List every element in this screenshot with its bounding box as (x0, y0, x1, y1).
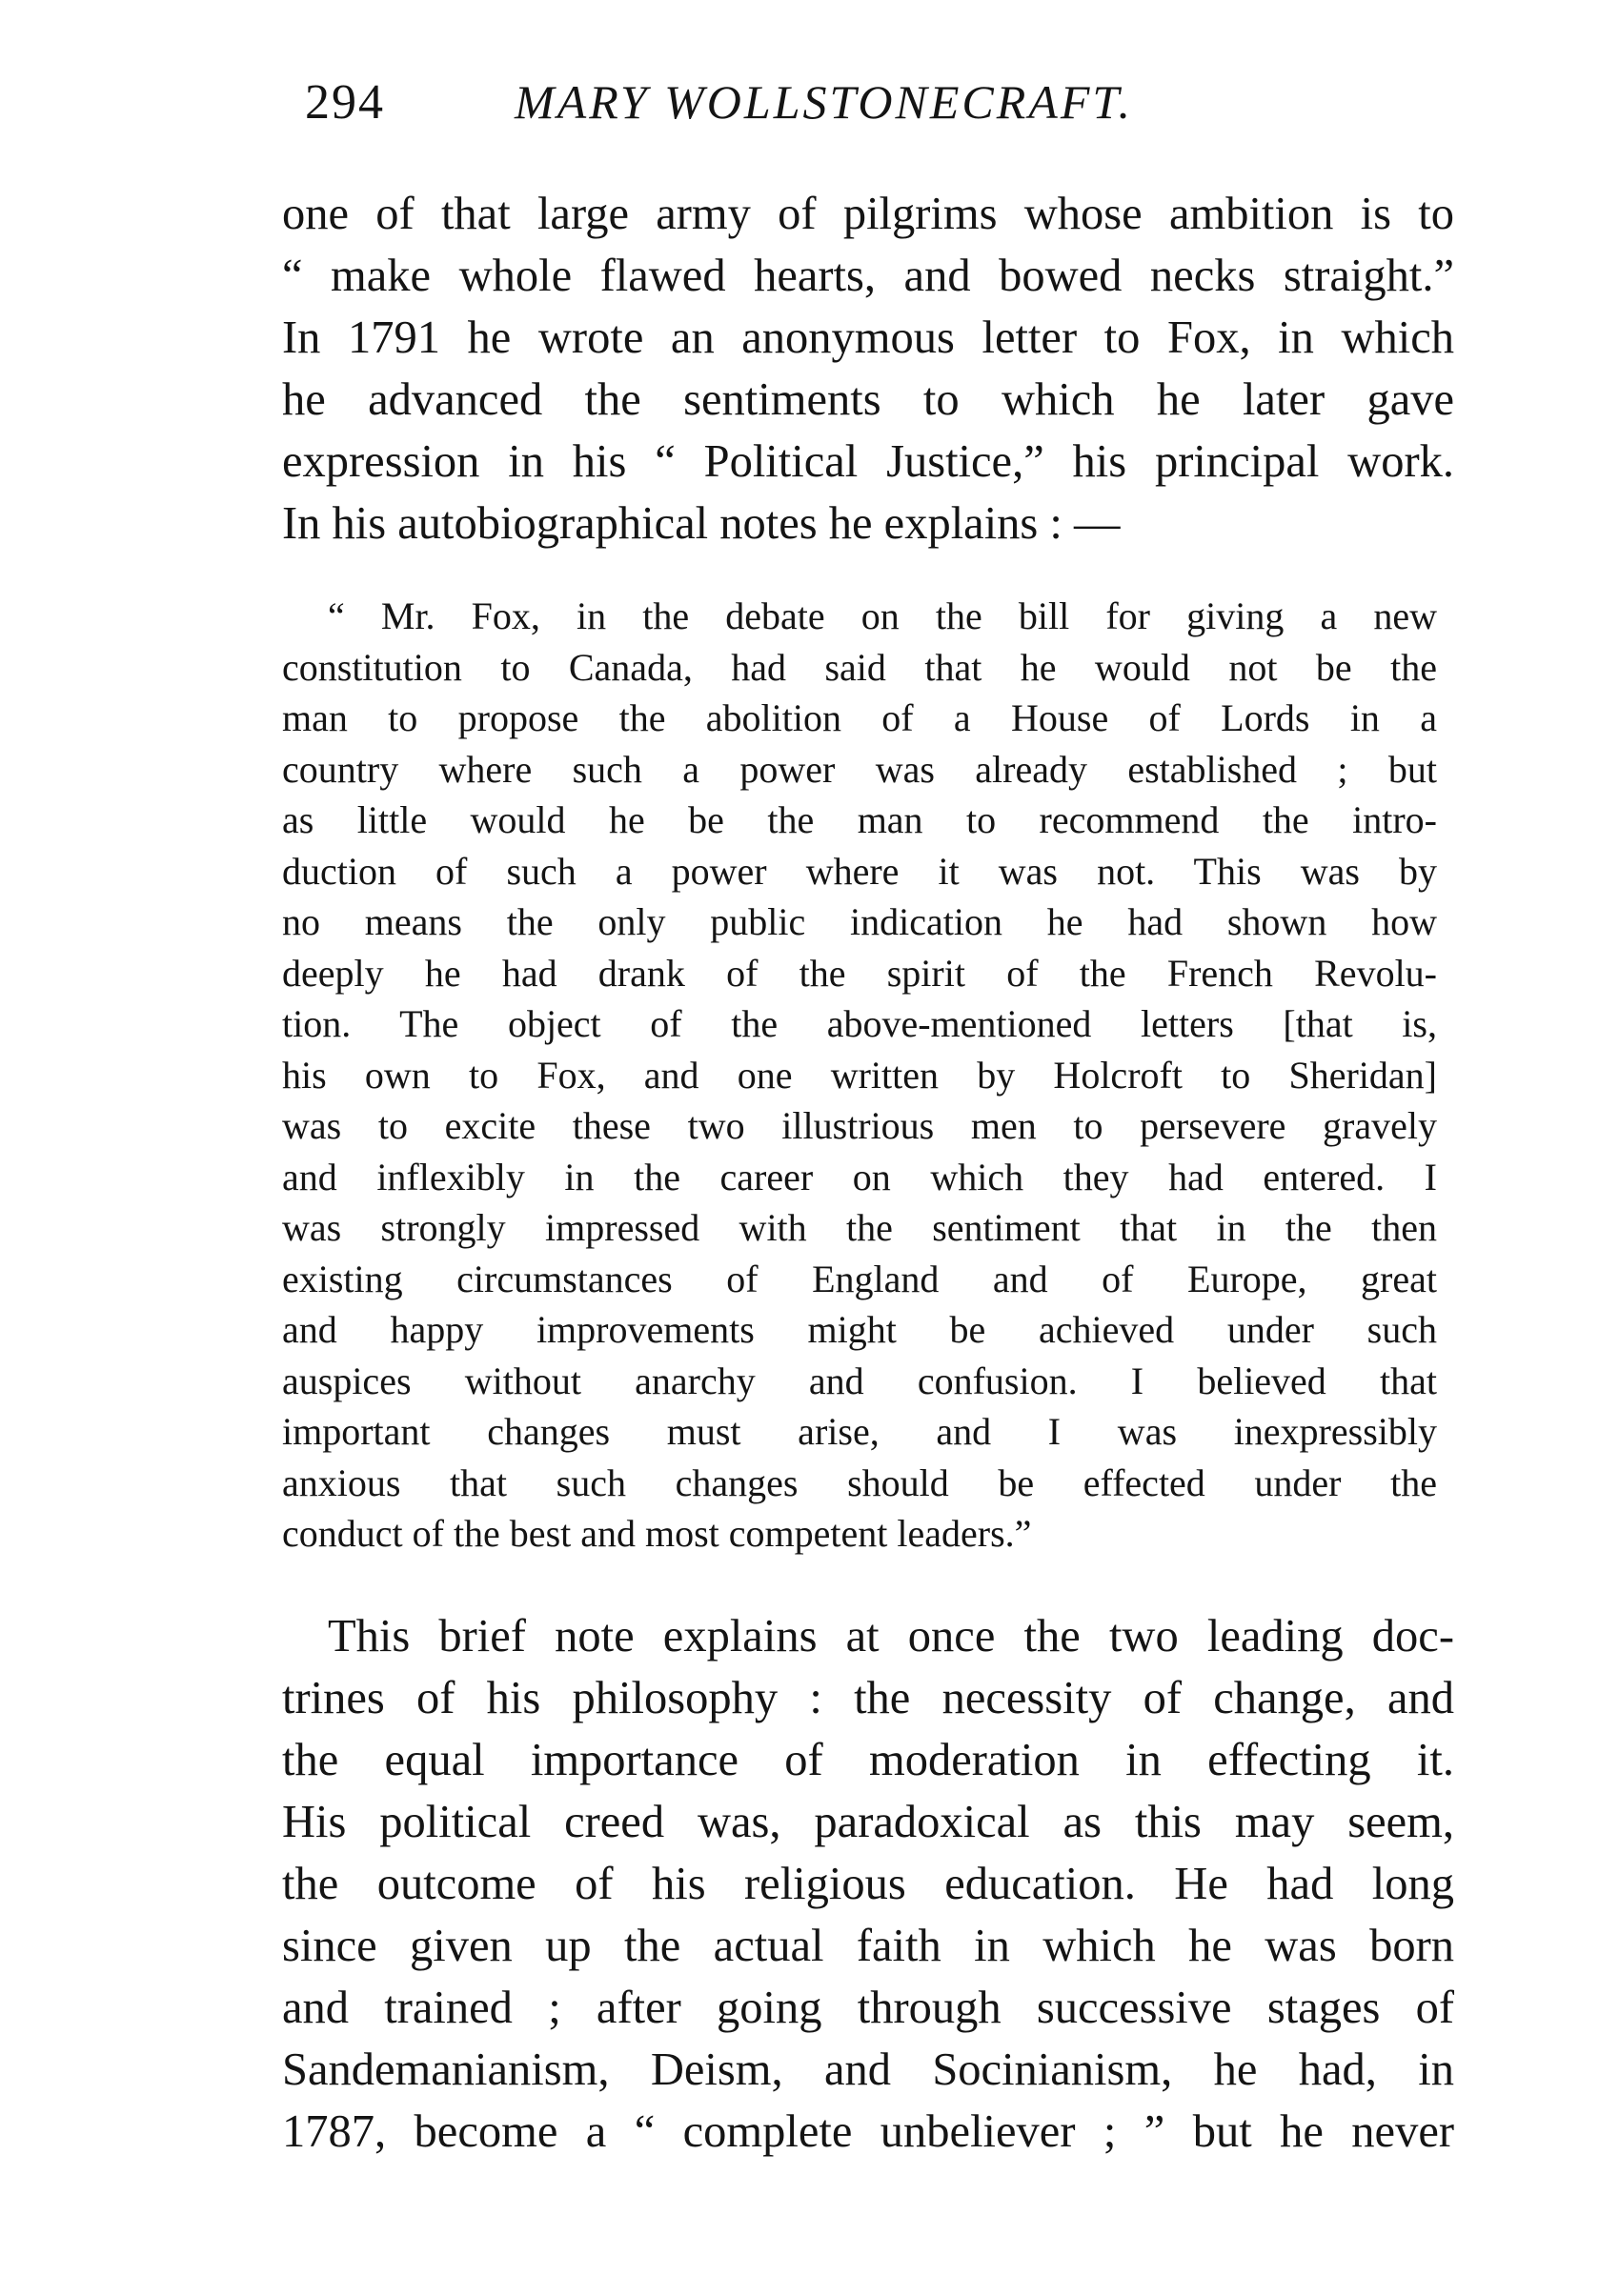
text-line: This brief note explains at once the two leading doc- (328, 1611, 1454, 1662)
quote-line: deeply he had drank of the spirit of the French Revolu- (282, 951, 1437, 995)
paragraph-2 (282, 1605, 1454, 2163)
quote-line: duction of such a power where it was not. This was by (282, 849, 1437, 893)
text-line: In his autobiographical notes he explains : — (282, 498, 1121, 549)
running-title: MARY WOLLSTONECRAFT. (515, 75, 1133, 129)
quote-line: “ Mr. Fox, in the debate on the bill for giving a new (328, 594, 1437, 637)
quote-line: conduct of the best and most competent leaders.” (282, 1512, 1032, 1555)
text-line: the outcome of his religious education. He had long (282, 1859, 1454, 1909)
text-line: In 1791 he wrote an anonymous letter to Fox, in which (282, 312, 1454, 363)
quote-line: existing circumstances of England and of Europe, great (282, 1257, 1437, 1300)
text-line: Sandemanianism, Deism, and Socinianism, he had, in (282, 2044, 1454, 2095)
quote-line: was strongly impressed with the sentiment that in the then (282, 1206, 1437, 1249)
quote-line: auspices without anarchy and confusion. I believed that (282, 1359, 1437, 1402)
page-header (305, 74, 1448, 160)
quote-line: important changes must arise, and I was inexpressibly (282, 1410, 1437, 1453)
quote-line: no means the only public indication he had shown how (282, 900, 1437, 943)
text-line: “ make whole flawed hearts, and bowed necks straight.” (282, 251, 1454, 301)
text-line: and trained ; after going through successive stages of (282, 1983, 1454, 2033)
page-number: 294 (305, 75, 385, 130)
paragraph-1 (282, 183, 1454, 554)
quote-line: and inflexibly in the career on which they had entered. I (282, 1155, 1437, 1198)
quote-line: and happy improvements might be achieved under such (282, 1308, 1437, 1351)
block-quote (282, 591, 1437, 1560)
text-line: expression in his “ Political Justice,” his principal work. (282, 436, 1454, 487)
quote-line: his own to Fox, and one written by Holcroft to Sheridan] (282, 1053, 1437, 1097)
quote-line: anxious that such changes should be effected under the (282, 1460, 1437, 1504)
text-line: His political creed was, paradoxical as this may seem, (282, 1797, 1454, 1847)
text-line: one of that large army of pilgrims whose ambition is to (282, 189, 1454, 239)
quote-line: was to excite these two illustrious men to persevere gravely (282, 1104, 1437, 1147)
quote-line: tion. The object of the above-mentioned letters [that is, (282, 1002, 1437, 1045)
text-line: trines of his philosophy : the necessity of change, and (282, 1673, 1454, 1723)
text-line: he advanced the sentiments to which he later gave (282, 374, 1454, 425)
text-line: since given up the actual faith in which he was born (282, 1921, 1454, 1971)
quote-line: man to propose the abolition of a House of Lords in a (282, 696, 1437, 739)
text-line: 1787, become a “ complete unbeliever ; ” but he never (282, 2106, 1454, 2157)
text-line: the equal importance of moderation in effecting it. (282, 1735, 1454, 1785)
quote-line: country where such a power was already established ; but (282, 747, 1437, 791)
quote-line: constitution to Canada, had said that he would not be the (282, 645, 1437, 689)
quote-line: as little would he be the man to recommend the intro- (282, 798, 1437, 841)
